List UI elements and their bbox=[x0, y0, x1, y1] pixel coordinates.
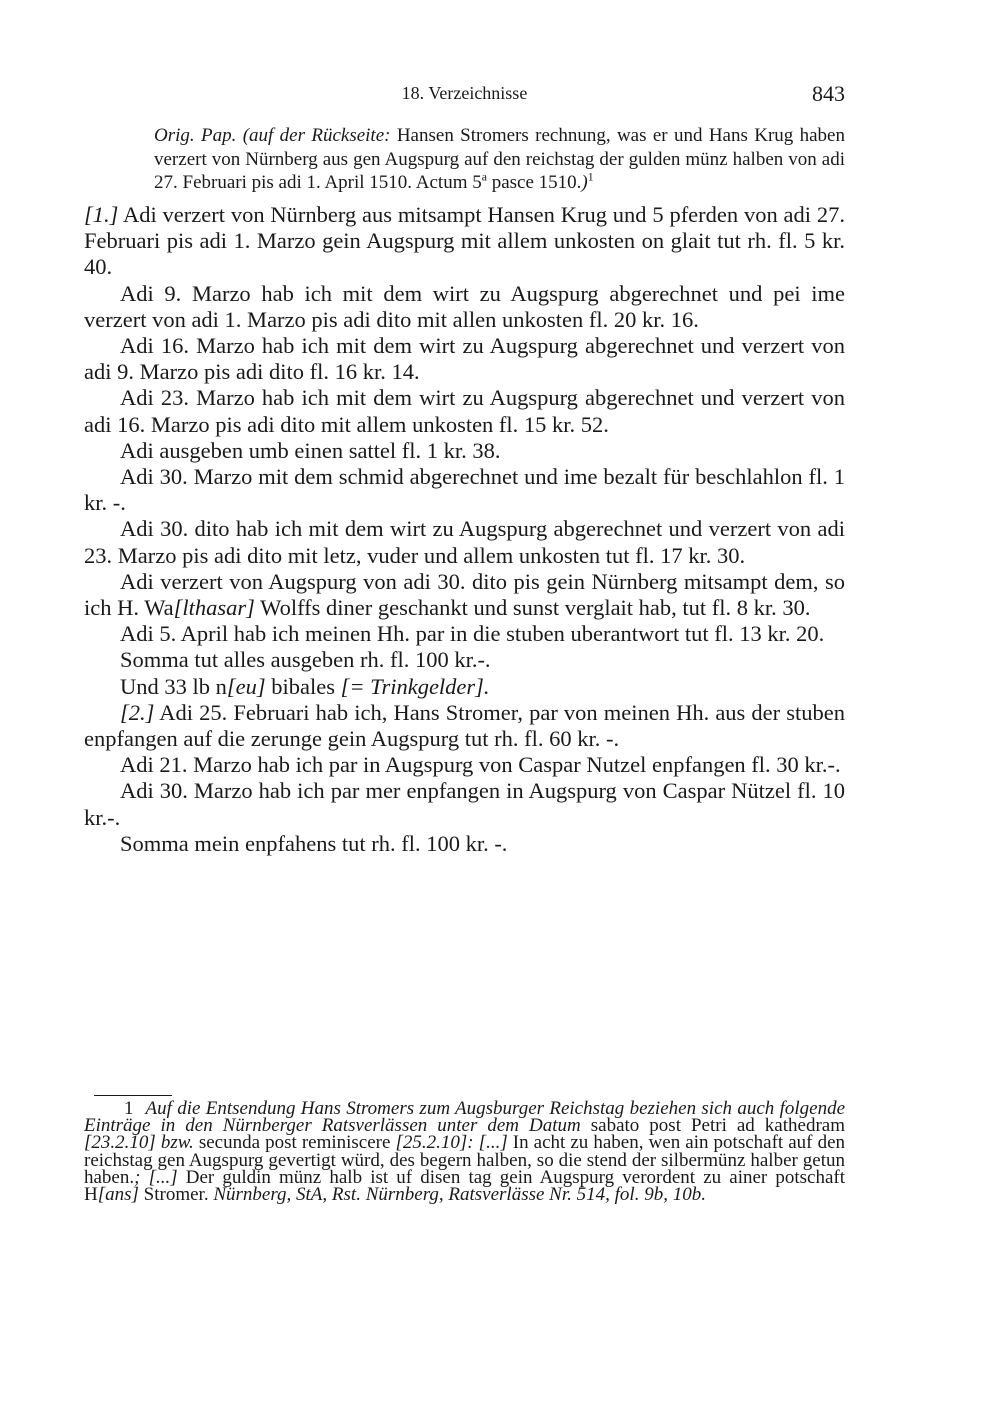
paragraph: Adi 5. April hab ich meinen Hh. par in die stuben uberantwort tut fl. 13 kr. 20. bbox=[120, 621, 825, 647]
paragraph bbox=[84, 700, 845, 752]
footnote-text: [23.2.10] bzw. bbox=[84, 1132, 194, 1154]
page-number: 843 bbox=[812, 81, 845, 106]
document-page bbox=[84, 0, 845, 1418]
footnote-text: Stromer. bbox=[138, 1184, 214, 1206]
paragraph: Adi 23. Marzo hab ich mit dem wirt zu Augspurg abgerechnet und verzert von adi 16. Marzo pis adi dito mit allem unkosten fl. 15 kr. 52. bbox=[84, 385, 845, 437]
footnote-text: sabato post Petri ad kathedram bbox=[580, 1115, 845, 1137]
paragraph: Adi 21. Marzo hab ich par in Augspurg von Caspar Nutzel enpfangen fl. 30 kr.-. bbox=[120, 752, 841, 778]
paragraph: Adi 16. Marzo hab ich mit dem wirt zu Augspurg abgerechnet und verzert von adi 9. Marzo pis adi dito fl. 16 kr. 14. bbox=[84, 333, 845, 385]
source-note-label: Orig. Pap. (auf der Rückseite: bbox=[154, 125, 391, 146]
source-note bbox=[154, 124, 845, 195]
paragraph bbox=[84, 569, 845, 621]
paragraph: Adi 9. Marzo hab ich mit dem wirt zu Augspurg abgerechnet und pei ime verzert von adi 1. Marzo pis adi dito mit allen unkosten fl. 20 kr. 16. bbox=[84, 280, 845, 332]
footnote-text: [25.2.10]: [...] bbox=[395, 1132, 508, 1154]
footnote-text: [ans] bbox=[97, 1184, 139, 1206]
editorial-expansion: [eu] bbox=[226, 673, 266, 699]
footnote-citation: Nürnberg, StA, Rst. Nürnberg, Ratsverlässe Nr. 514, fol. 9b, 10b. bbox=[213, 1184, 706, 1206]
paragraph: Adi 30. Marzo mit dem schmid abgerechnet und ime bezalt für beschlahlon fl. 1 kr. -. bbox=[84, 464, 845, 516]
paragraph: Adi ausgeben umb einen sattel fl. 1 kr. 38. bbox=[120, 437, 501, 463]
editorial-expansion: [lthasar] bbox=[173, 595, 255, 621]
paragraph-text: Wolffs diner geschankt und sunst verglait hab, tut fl. 8 kr. 30. bbox=[254, 595, 811, 621]
footnote-reference[interactable]: 1 bbox=[587, 170, 594, 184]
paragraph bbox=[84, 674, 845, 700]
running-title: 18. Verzeichnisse bbox=[401, 83, 528, 103]
paragraph-text: bibales bbox=[265, 673, 341, 699]
source-note-close-paren: ) bbox=[581, 172, 588, 193]
footnote-text: Auf die Entsendung Hans Stromers zum Augsburger Reichstag beziehen sich auch folgende Einträge in den Nürnberger Ratsverlässen unter dem Datum bbox=[84, 1098, 845, 1137]
footnote-text: ; [...] bbox=[134, 1166, 178, 1188]
footnote-text: In acht zu haben, wen ain potschaft auf den reichstag gen Augspurg gevertigt würd, des begern halben, so die stend der silbermünz halber getun haben. bbox=[84, 1132, 845, 1188]
footnote-number: 1 bbox=[124, 1098, 134, 1119]
footnote-text: secunda post reminiscere bbox=[193, 1132, 396, 1154]
superscript-a: a bbox=[481, 170, 487, 184]
footnote bbox=[84, 1098, 846, 1206]
footnote-separator bbox=[94, 1095, 172, 1096]
source-note-tail: pasce 1510. bbox=[486, 172, 582, 193]
source-note-verso-text: Hansen Stromers rechnung, was er und Hans Krug haben verzert von Nürnberg aus gen Augspurg auf den reichstag der gulden münz halben von adi 27. Februari pis adi 1. April 1510. Actum 5 bbox=[154, 125, 845, 193]
section-marker-2: [2.] bbox=[120, 699, 155, 725]
footnote-paragraph bbox=[84, 1098, 846, 1206]
paragraph: Somma tut alles ausgeben rh. fl. 100 kr.-. bbox=[120, 647, 491, 673]
paragraph: Adi 30. Marzo hab ich par mer enpfangen in Augspurg von Caspar Nützel fl. 10 kr.-. bbox=[84, 778, 845, 830]
footnote-text: Der guldin münz halb ist uf disen tag gein Augspurg verordent zu ainer potschaft H bbox=[84, 1166, 846, 1206]
paragraph: Adi 30. dito hab ich mit dem wirt zu Augspurg abgerechnet und verzert von adi 23. Marzo pis adi dito mit letz, vuder und allem unkosten tut fl. 17 kr. 30. bbox=[84, 516, 845, 568]
paragraph-text: Und 33 lb n bbox=[120, 673, 227, 699]
paragraph-text: Adi verzert von Augspurg von adi 30. dito pis gein Nürnberg mitsampt dem, so ich H. Wa bbox=[84, 568, 845, 621]
section-marker-1: [1.] bbox=[84, 202, 119, 227]
paragraph-text: Adi verzert von Nürnberg aus mitsampt Hansen Krug und 5 pferden von adi 27. Februari pis adi 1. Marzo gein Augspurg mit allem unkosten on glait tut rh. fl. 5 kr. 40. bbox=[84, 202, 845, 280]
paragraph bbox=[84, 202, 845, 281]
paragraph-text: Adi 25. Februari hab ich, Hans Stromer, par von meinen Hh. aus der stuben enpfangen auf die zerunge gein Augspurg tut rh. fl. 60 kr. -. bbox=[84, 699, 845, 752]
editorial-gloss: [= Trinkgelder]. bbox=[340, 673, 490, 699]
main-text bbox=[84, 202, 845, 857]
running-header bbox=[84, 81, 845, 105]
paragraph: Somma mein enpfahens tut rh. fl. 100 kr. -. bbox=[120, 830, 508, 856]
